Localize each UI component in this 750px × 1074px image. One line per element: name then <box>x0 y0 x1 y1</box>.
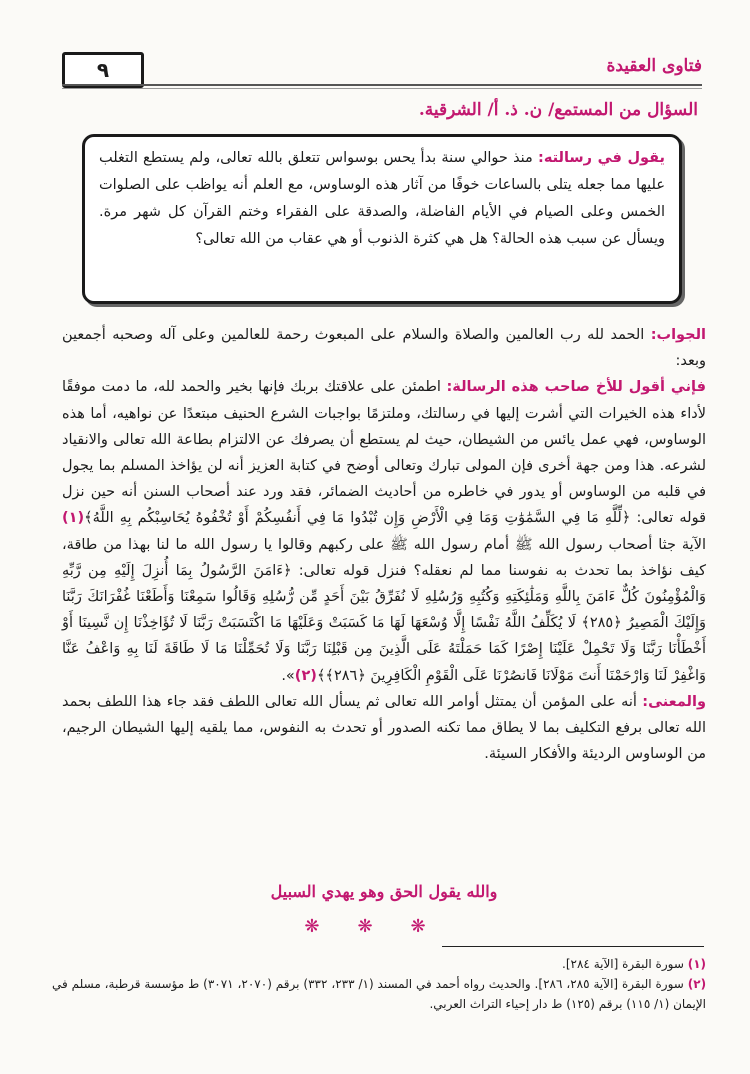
meaning-text: أنه على المؤمن أن يمتثل أوامر الله تعالى ثم يسأل الله تعالى اللطف فقد جاء هذا اللطف بحمد الله تعالى برفع التكليف بما لا يطاق مما تكنه الصدور أو تحدث به النفوس، مما يلقيه إليها الشيطان الرجيم، من الوساوس الرديئة والأفكار السيئة. <box>62 693 706 763</box>
footnote-1-number: (١) <box>687 957 706 971</box>
meaning-lead: والمعنى: <box>642 693 706 710</box>
footnote-rule <box>442 946 704 947</box>
question-title: السؤال من المستمع/ ن. ذ. أ/ الشرقية. <box>418 100 698 120</box>
meaning-paragraph <box>62 689 706 768</box>
footnote-1 <box>52 954 706 974</box>
book-title: فتاوى العقيدة <box>606 56 702 76</box>
answer-main-paragraph <box>62 374 706 688</box>
footnote-2-text: سورة البقرة [الآية ٢٨٥، ٢٨٦]. والحديث رواه أحمد في المسند (١/ ٢٣٣، ٣٣٢) برقم (٢٠٧٠، ٣٠٧١) ط مؤسسة قرطبة، مسلم في الإيمان (١/ ١١٥) برقم (١٢٥) ط دار إحياء التراث العربي. <box>52 977 706 1011</box>
quran-verse-284: ﴿لِّلَّهِ مَا فِي السَّمَٰوَٰتِ وَمَا فِي الْأَرْضِ وَإِن تُبْدُوا مَا فِي أَنفُسِكُمْ أَوْ تُخْفُوهُ يُحَاسِبْكُم بِهِ اللَّهُ﴾ <box>84 510 631 527</box>
footnote-ref-2: (٢) <box>294 667 317 684</box>
footnote-2 <box>52 974 706 1014</box>
page-number: ٩ <box>62 52 144 88</box>
answer-p2-lead: فإني أقول للأخ صاحب هذه الرسالة: <box>446 379 706 396</box>
header-rule <box>62 84 702 86</box>
ornament-stars <box>62 916 706 937</box>
answer-body <box>62 322 706 767</box>
answer-lead: الجواب: <box>650 327 706 343</box>
answer-p2-cont: الآية جثا أصحاب رسول الله ﷺ أمام رسول الله ﷺ على ركبهم وقالوا يا رسول الله ما لنا بهذا من طاقة، كيف نؤاخذ بما تحدث به نفوسنا مما لم نعقله؟ فنزل قوله تعالى: <box>62 536 707 579</box>
answer-intro-paragraph <box>62 322 706 374</box>
page-header <box>62 52 702 86</box>
closing-phrase: والله يقول الحق وهو يهدي السبيل <box>270 882 498 901</box>
header-rule-thin <box>62 88 702 89</box>
answer-intro: الحمد لله رب العالمين والصلاة والسلام على المبعوث رحمة للعالمين وعلى آله وصحبه أجمعين وبعد: <box>62 327 706 370</box>
footnote-2-number: (٢) <box>687 977 707 991</box>
question-lead: يقول في رسالته: <box>538 150 665 166</box>
answer-p2-text: اطمئن على علاقتك بربك فإنها بخير والحمد لله، ما دمت موفقًا لأداء هذه الخيرات التي أشرت إليها في رسالتك، وملتزمًا بواجبات الشرع الحنيف مبتعدًا عن نواهيه، أما هذه الوساوس، فهي عمل يائس من الشيطان، حيث لم يستطع أن يصرفك عن الالتزام بطاعة الله تعالى والانقياد لشرعه. هذا ومن جهة أخرى فإن المولى تبارك وتعالى أوضح في كتابة العزيز أنه لن يؤاخذ المسلم بما يجول في قلبه من الوساوس أو يدور في خاطره من أحاديث الضمائر، فقد ورد عند أصحاب السنن أنه حين نزل قوله تعالى: <box>62 379 706 527</box>
answer-p2-end: ». <box>281 667 295 684</box>
star-ornament-icon: ❋ <box>304 916 358 937</box>
star-ornament-icon: ❋ <box>357 916 411 937</box>
footnote-1-text: سورة البقرة [الآية ٢٨٤]. <box>562 957 688 971</box>
star-ornament-icon: ❋ <box>410 916 464 937</box>
question-box <box>82 134 682 304</box>
footnote-ref-1: (١) <box>62 510 85 527</box>
quran-verse-285-286: ﴿ءَامَنَ الرَّسُولُ بِمَا أُنزِلَ إِلَيْهِ مِن رَّبِّهِ وَالْمُؤْمِنُونَ كُلٌّ ءَامَنَ بِاللَّهِ وَمَلَٰئِكَتِهِ وَكُتُبِهِ وَرُسُلِهِ لَا نُفَرِّقُ بَيْنَ أَحَدٍ مِّن رُّسُلِهِ وَقَالُوا سَمِعْنَا وَأَطَعْنَا غُفْرَانَكَ رَبَّنَا وَإِلَيْكَ الْمَصِيرُ ﴿٢٨٥﴾ لَا يُكَلِّفُ اللَّهُ نَفْسًا إِلَّا وُسْعَهَا لَهَا مَا كَسَبَتْ وَعَلَيْهَا مَا اكْتَسَبَتْ رَبَّنَا لَا تُؤَاخِذْنَا إِن نَّسِينَا أَوْ أَخْطَأْنَا رَبَّنَا وَلَا تَحْمِلْ عَلَيْنَا إِصْرًا كَمَا حَمَلْتَهُ عَلَى الَّذِينَ مِن قَبْلِنَا رَبَّنَا وَلَا تُحَمِّلْنَا مَا لَا طَاقَةَ لَنَا بِهِ وَاعْفُ عَنَّا وَاغْفِرْ لَنَا وَارْحَمْنَا أَنتَ مَوْلَانَا فَانصُرْنَا عَلَى الْقَوْمِ الْكَافِرِينَ ﴿٢٨٦﴾﴾ <box>62 562 706 684</box>
footnotes <box>52 954 706 1014</box>
question-text: منذ حوالي سنة بدأ يحس بوسواس تتعلق بالله تعالى، ولم يستطع التغلب عليها مما جعله يتلى بالساعات خوفًا من آثار هذه الوساوس، مع العلم أنه يواظب على الصلوات الخمس وعلى الصيام في الأيام الفاضلة، والصدقة على الفقراء وختم القرآن كل شهر مرة. ويسأل عن سبب هذه الحالة؟ هل هي كثرة الذنوب أو هي عقاب من الله تعالى؟ <box>99 150 665 247</box>
